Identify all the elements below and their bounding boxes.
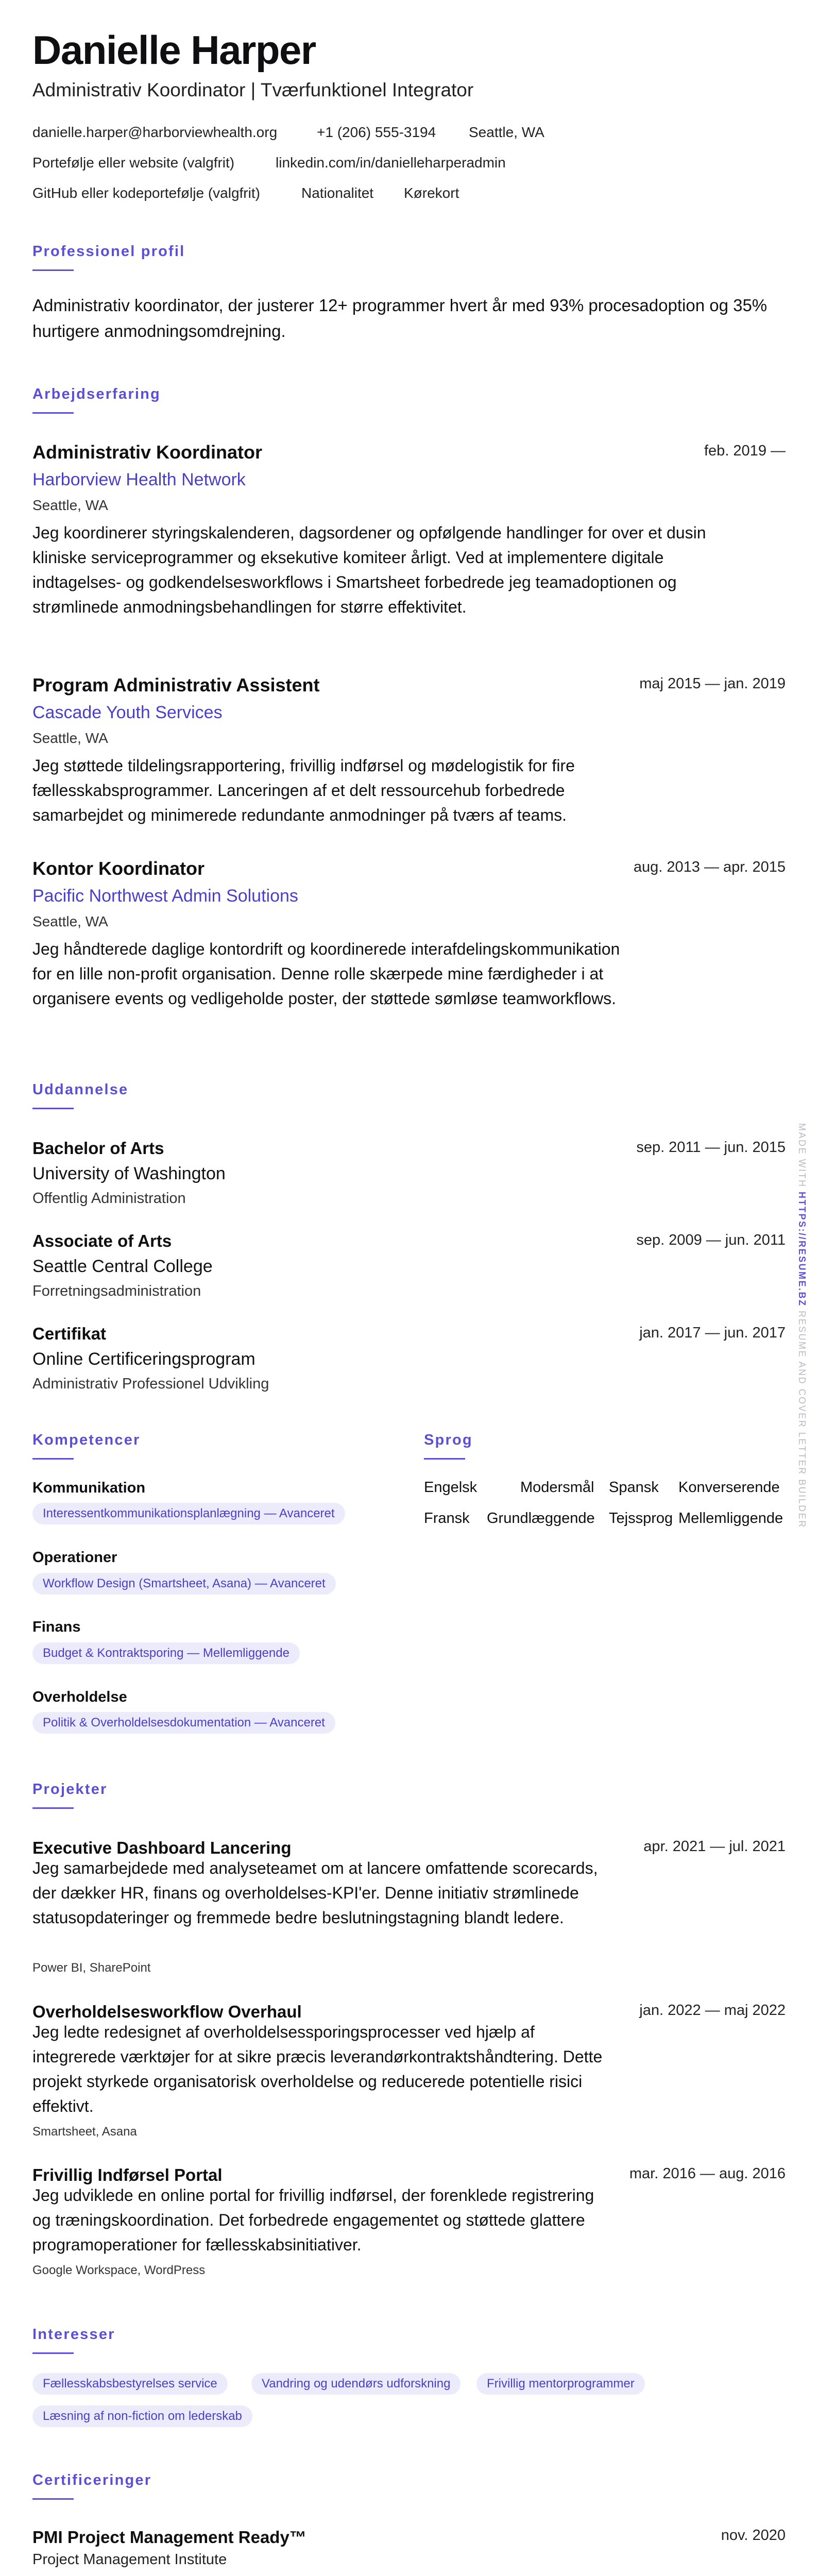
project-title: Executive Dashboard Lancering xyxy=(32,1838,292,1857)
section-title-projects: Projekter xyxy=(32,1781,108,1798)
builder-watermark xyxy=(797,1123,814,1546)
project-date: apr. 2021 — jul. 2021 xyxy=(643,1838,786,1855)
skill-chip: Workflow Design (Smartsheet, Asana) — Avanceret xyxy=(32,1573,336,1595)
interest-chip: Læsning af non-fiction om lederskab xyxy=(32,2405,252,2427)
education-field: Offentlig Administration xyxy=(32,1190,186,1207)
education-school: University of Washington xyxy=(32,1164,226,1183)
job-location: Seattle, WA xyxy=(32,730,108,746)
license-text: Kørekort xyxy=(404,185,459,201)
section-title-education: Uddannelse xyxy=(32,1081,129,1098)
certification-date: nov. 2020 xyxy=(721,2527,786,2544)
watermark-link[interactable]: HTTPS://RESUME.BZ xyxy=(797,1192,807,1307)
section-divider xyxy=(32,412,74,414)
skill-category: Operationer xyxy=(32,1549,117,1566)
job-company: Harborview Health Network xyxy=(32,470,246,489)
project-description: Jeg ledte redesignet af overholdelsessporingsprocesser ved hjælp af integrerede værktøjer for at sikre præcis leverandørkontraktshåndtering. Dette projekt styrkede organisatorisk overholdelse og reducerede potentielle risici effektivt. xyxy=(32,2023,603,2115)
interest-chip: Vandring og udendørs udforskning xyxy=(251,2373,461,2395)
section-title-experience: Arbejdserfaring xyxy=(32,386,161,402)
job-description: Jeg koordinerer styringskalenderen, dagsordener og opfølgende handlinger for over et dusin kliniske serviceprogrammer og eksekutive komiteer årligt. Ved at implementere digitale indtagelses- og godkendelsesworkflows i Smartsheet forbedrede jeg teamadoptionen og strømlinede anmodningsbehandlingen for større effektivitet. xyxy=(32,523,706,616)
language-level: Grundlæggende xyxy=(487,1510,595,1527)
language-name: Engelsk xyxy=(424,1479,478,1496)
section-divider xyxy=(32,2352,74,2354)
job-title: Kontor Koordinator xyxy=(32,858,204,879)
section-title-languages: Sprog xyxy=(424,1432,473,1448)
section-divider xyxy=(32,1807,74,1809)
education-field: Administrativ Professionel Udvikling xyxy=(32,1376,269,1392)
job-date: aug. 2013 — apr. 2015 xyxy=(633,859,786,875)
certification-issuer: Project Management Institute xyxy=(32,2551,227,2568)
section-divider xyxy=(32,2498,74,2500)
job-description: Jeg støttede tildelingsrapportering, frivillig indførsel og mødelogistik for fire fællesskabsprogrammer. Lanceringen af et delt ressourcehub forbedrede samarbejdet og minimerede redundante anmodninger på tværs af teams. xyxy=(32,756,575,824)
job-company: Pacific Northwest Admin Solutions xyxy=(32,886,298,906)
project-date: jan. 2022 — maj 2022 xyxy=(639,2002,786,2019)
project-description: Jeg udviklede en online portal for frivillig indførsel, der forenklede registrering og træningskoordination. Det forbedrede engagementet og støttede glattere programoperationer for fællesskabsinitiativer. xyxy=(32,2186,594,2254)
nationality-text: Nationalitet xyxy=(301,185,374,201)
job-description: Jeg håndterede daglige kontordrift og koordinerede interafdelingskommunikation for en lille non-profit organisation. Denne rolle skærpede mine færdigheder i at organisere events og vedligeholde poster, der støttede sømløse teamworkflows. xyxy=(32,940,620,1008)
skill-chip: Politik & Overholdelsesdokumentation — Avanceret xyxy=(32,1712,335,1734)
linkedin-link[interactable]: linkedin.com/in/danielleharperadmin xyxy=(276,155,506,171)
section-divider xyxy=(32,1458,74,1460)
education-date: sep. 2009 — jun. 2011 xyxy=(636,1232,786,1248)
portfolio-link[interactable]: Portefølje eller website (valgfrit) xyxy=(32,155,235,171)
section-divider xyxy=(32,1108,74,1109)
education-degree: Bachelor of Arts xyxy=(32,1139,164,1158)
candidate-headline: Administrativ Koordinator | Tværfunktionel Integrator xyxy=(32,79,474,100)
section-title-certifications: Certificeringer xyxy=(32,2472,152,2488)
job-date: maj 2015 — jan. 2019 xyxy=(639,675,786,692)
education-degree: Associate of Arts xyxy=(32,1231,172,1250)
project-tech: Power BI, SharePoint xyxy=(32,1961,151,1975)
language-level: Mellemliggende xyxy=(678,1510,783,1527)
job-date: feb. 2019 — xyxy=(704,443,786,459)
job-title: Program Administrativ Assistent xyxy=(32,674,320,696)
interest-chip: Fællesskabsbestyrelses service xyxy=(32,2373,228,2395)
phone-text: +1 (206) 555-3194 xyxy=(317,124,436,140)
email-link[interactable]: danielle.harper@harborviewhealth.org xyxy=(32,124,278,140)
location-text: Seattle, WA xyxy=(469,124,544,140)
education-date: jan. 2017 — jun. 2017 xyxy=(639,1325,786,1341)
job-location: Seattle, WA xyxy=(32,497,108,513)
language-name: Tejssprog xyxy=(609,1510,673,1527)
project-tech: Google Workspace, WordPress xyxy=(32,2263,206,2277)
interest-chip: Frivillig mentorprogrammer xyxy=(476,2373,645,2395)
watermark-suffix: RESUME AND COVER LETTER BUILDER xyxy=(797,1311,807,1529)
education-field: Forretningsadministration xyxy=(32,1283,201,1299)
job-title: Administrativ Koordinator xyxy=(32,442,263,463)
watermark-prefix: MADE WITH xyxy=(797,1123,807,1188)
project-title: Overholdelsesworkflow Overhaul xyxy=(32,2002,302,2021)
job-company: Cascade Youth Services xyxy=(32,703,223,722)
education-school: Seattle Central College xyxy=(32,1257,213,1276)
skill-category: Overholdelse xyxy=(32,1689,127,1705)
skill-category: Finans xyxy=(32,1619,81,1635)
section-divider xyxy=(424,1458,465,1460)
language-name: Spansk xyxy=(609,1479,659,1496)
section-divider xyxy=(32,269,74,271)
section-title-profile: Professionel profil xyxy=(32,243,185,260)
education-degree: Certifikat xyxy=(32,1324,107,1343)
skill-chip: Budget & Kontraktsporing — Mellemliggende xyxy=(32,1642,300,1664)
language-level: Konverserende xyxy=(678,1479,780,1496)
skill-category: Kommunikation xyxy=(32,1480,146,1496)
job-location: Seattle, WA xyxy=(32,913,108,929)
profile-summary: Administrativ koordinator, der justerer 12+ programmer hvert år med 93% procesadoption og 35% hurtigere anmodningsomdrejning. xyxy=(32,296,768,341)
section-title-interests: Interesser xyxy=(32,2326,115,2343)
section-title-skills: Kompetencer xyxy=(32,1432,141,1448)
skill-chip: Interessentkommunikationsplanlægning — Avanceret xyxy=(32,1503,345,1524)
project-title: Frivillig Indførsel Portal xyxy=(32,2165,223,2184)
project-date: mar. 2016 — aug. 2016 xyxy=(629,2165,786,2182)
language-name: Fransk xyxy=(424,1510,470,1527)
certification-title: PMI Project Management Ready™ xyxy=(32,2528,306,2547)
github-link[interactable]: GitHub eller kodeportefølje (valgfrit) xyxy=(32,185,260,201)
education-school: Online Certificeringsprogram xyxy=(32,1349,255,1369)
candidate-name: Danielle Harper xyxy=(32,27,316,73)
project-tech: Smartsheet, Asana xyxy=(32,2125,137,2139)
language-level: Modersmål xyxy=(520,1479,594,1496)
project-description: Jeg samarbejdede med analyseteamet om at lancere omfattende scorecards, der dækker HR, finans og overholdelses-KPI'er. Denne initiativ strømlinede statusopdateringer og fremmede bedre beslutningstagning blandt ledere. xyxy=(32,1859,598,1927)
education-date: sep. 2011 — jun. 2015 xyxy=(636,1139,786,1156)
